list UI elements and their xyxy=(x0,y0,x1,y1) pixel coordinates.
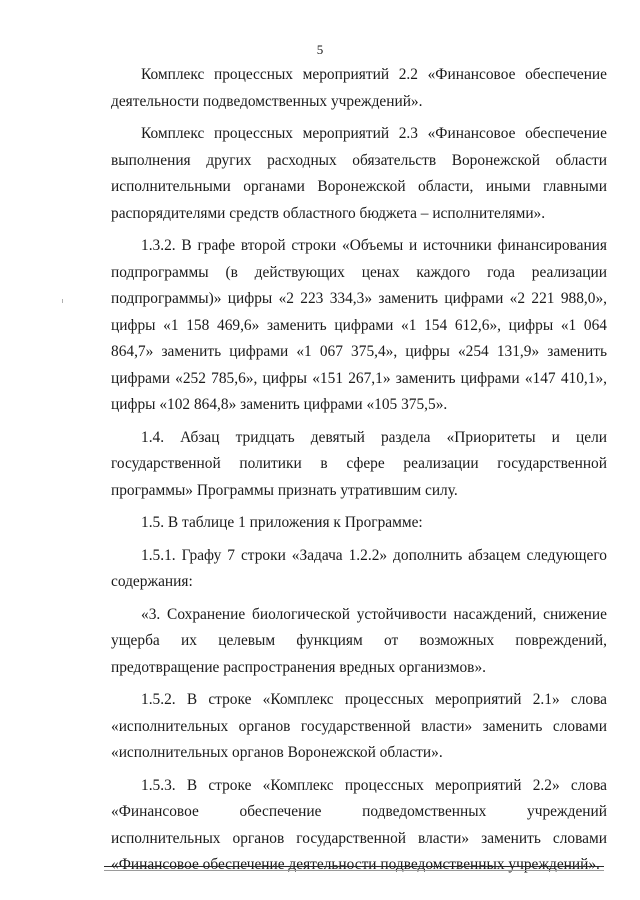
paragraph-complex-2-3: Комплекс процессных мероприятий 2.3 «Финансовое обеспечение выполнения других расходных обязательств Воронежской области исполнительными органами Воронежской области, иными главными распорядителями средств областного бюджета – исполнителями». xyxy=(111,125,607,222)
paragraph-1-5: 1.5. В таблице 1 приложения к Программе: xyxy=(141,514,423,531)
paragraph-1-5-2: 1.5.2. В строке «Комплекс процессных мероприятий 2.1» слова «исполнительных органов государственной власти» заменить словами «исполнительных органов Воронежской области». xyxy=(111,691,607,761)
margin-mark xyxy=(62,299,63,303)
page-number: 5 xyxy=(316,42,324,57)
paragraph-1-3-2: 1.3.2. В графе второй строки «Объемы и источники финансирования подпрограммы (в действующих ценах каждого года реализации подпрограммы)» цифры «2 223 334,3» заменить цифрами «2 221 988,0», цифры «1 158 469,6» заменить цифрами «1 154 612,6», цифры «1 064 864,7» заменить цифрами «1 067 375,4», цифры «254 131,9» заменить цифрами «252 785,6», цифры «151 267,1» заменить цифрами «147 410,1», цифры «102 864,8» заменить цифрами «105 375,5». xyxy=(111,237,607,413)
paragraph-quote-3: «3. Сохранение биологической устойчивости насаждений, снижение ущерба их целевым функциям от возможных повреждений, предотвращение распространения вредных организмов». xyxy=(111,605,607,676)
document-body xyxy=(111,62,607,879)
paragraph-1-5-3: 1.5.3. В строке «Комплекс процессных мероприятий 2.2» слова «Финансовое обеспечение подведомственных учреждений исполнительных органов государственной власти» заменить словами «Финансовое обеспечение деятельности подведомственных учреждений». xyxy=(111,776,607,873)
paragraph-complex-2-2: Комплекс процессных мероприятий 2.2 «Финансовое обеспечение деятельности подведомственных учреждений». xyxy=(111,66,607,110)
footer-rule-shadow xyxy=(104,870,604,871)
paragraph-1-5-1: 1.5.1. Графу 7 строки «Задача 1.2.2» дополнить абзацем следующего содержания: xyxy=(111,546,607,590)
paragraph-1-4: 1.4. Абзац тридцать девятый раздела «Приоритеты и цели государственной политики в сфере реализации государственной программы» Программы признать утратившим силу. xyxy=(111,428,607,499)
footer-rule xyxy=(104,866,604,867)
